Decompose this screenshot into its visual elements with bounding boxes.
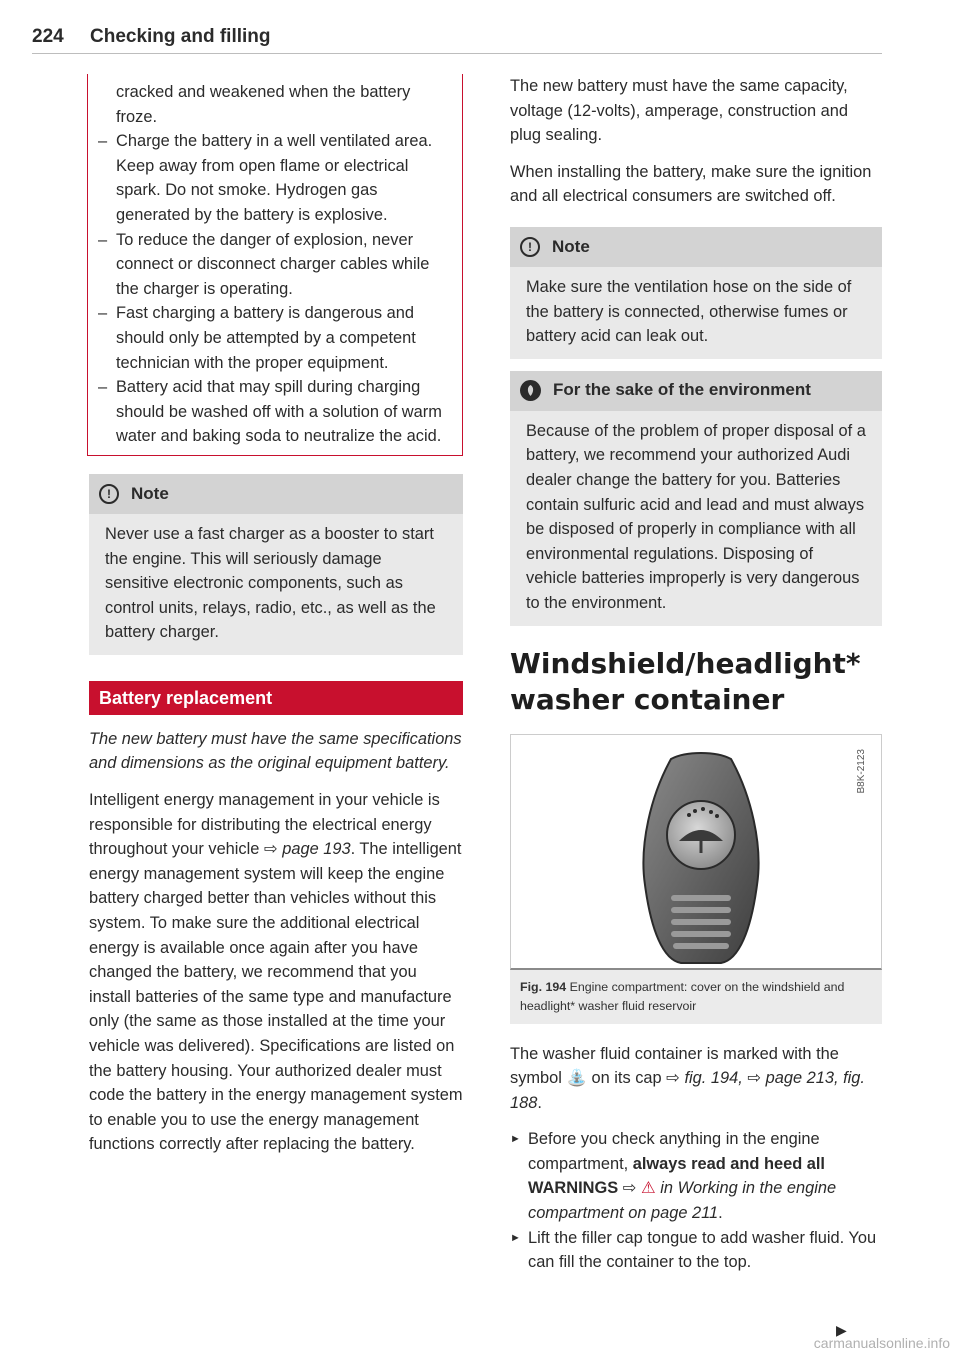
- body-paragraph: The washer fluid container is marked with the symbol ⛲ on its cap ⇨ fig. 194, ⇨ page 213, fig. 188.: [510, 1044, 865, 1112]
- warning-item: – To reduce the danger of explosion, never connect or disconnect charger cables while the charger is operating.: [98, 228, 448, 302]
- watermark: carmanualsonline.info: [813, 1335, 950, 1351]
- body-paragraph: When installing the battery, make sure the ignition and all electrical consumers are switched off.: [510, 162, 872, 206]
- warning-item: – Fast charging a battery is dangerous and should only be attempted by a competent technician with the proper equipment.: [98, 301, 448, 375]
- right-column: [510, 74, 882, 1275]
- step-item: ► Before you check anything in the engine compartment, always read and heed all WARNINGS ⇨ ⚠ in Working in the engine compartment on page 211.: [510, 1127, 882, 1225]
- note-box: [89, 474, 463, 655]
- warning-box: [87, 74, 463, 456]
- note-title: Note: [131, 483, 169, 503]
- environment-text: Because of the problem of proper disposal of a battery, we recommend your authorized Audi dealer change the battery for you. Batteries contain sulfuric acid and lead and must always be disposed of properly in compliance with all environmental regulations. Disposing of vehicle batteries improperly is very dangerous to the environment.: [526, 421, 866, 612]
- note-box: [510, 227, 882, 359]
- body-paragraph: The new battery must have the same capacity, voltage (12-volts), amperage, construction and plug sealing.: [510, 77, 849, 145]
- continue-arrow-icon: ▶: [836, 1322, 847, 1338]
- figure-caption: Fig. 194 Engine compartment: cover on the windshield and headlight* washer fluid reservoir: [520, 979, 845, 1013]
- environment-title: For the sake of the environment: [553, 380, 811, 400]
- chapter-heading: Windshield/headlight* washer container: [510, 646, 861, 716]
- page-header: [32, 22, 882, 54]
- note-text: Make sure the ventilation hose on the side of the battery is connected, otherwise fumes or battery acid can leak out.: [526, 277, 852, 346]
- section-heading-bar: Battery replacement: [89, 681, 463, 715]
- note-header: [510, 227, 882, 267]
- figure: [510, 734, 882, 1024]
- washer-cap-drawing: [511, 735, 881, 969]
- washer-cap-illustration: [510, 734, 882, 970]
- page-reference-link[interactable]: ⇨ page 193: [263, 840, 351, 859]
- washer-symbol-icon: ⛲: [566, 1069, 587, 1088]
- exclamation-circle-icon: !: [520, 237, 540, 257]
- environment-box: [510, 371, 882, 626]
- section-intro: The new battery must have the same specifications and dimensions as the original equipment battery.: [89, 729, 462, 773]
- left-column: [89, 74, 463, 1157]
- figure-reference-link[interactable]: ⇨ fig. 194, ⇨ page 213, fig. 188: [510, 1069, 865, 1112]
- note-title: Note: [552, 236, 590, 256]
- note-text: Never use a fast charger as a booster to start the engine. This will seriously damage sensitive electronic components, such as control units, relays, radio, etc., as well as the battery charger.: [105, 524, 436, 642]
- step-item: ► Lift the filler cap tongue to add washer fluid. You can fill the container to the top.: [510, 1226, 882, 1275]
- page-number: 224: [32, 26, 64, 47]
- warning-list: [98, 129, 448, 449]
- warning-item: – Battery acid that may spill during charging should be washed off with a solution of warm water and baking soda to neutralize the acid.: [98, 375, 448, 449]
- warning-item: – Charge the battery in a well ventilated area. Keep away from open flame or electrical spark. Do not smoke. Hydrogen gas generated by the battery is explosive.: [98, 129, 448, 227]
- body-paragraph: Intelligent energy management in your vehicle is responsible for distributing the electrical energy throughout your vehicle ⇨ page 193. The intelligent energy management system will keep the engine battery charged better than vehicles without this system. To make sure the additional electrical energy is available once again after you have changed the battery, we recommend that you install batteries of the same type and manufacture only (the same as those installed at the time your vehicle was delivered). Specifications are listed on the battery housing. Your authorized dealer must code the battery in the energy management system to enable you to use the energy management functions correctly after replacing the battery.: [89, 791, 463, 1154]
- section-title: Checking and filling: [90, 26, 271, 47]
- warning-reference-link[interactable]: in Working in the engine compartment on page 211: [528, 1179, 837, 1223]
- exclamation-circle-icon: !: [99, 484, 119, 504]
- leaf-icon: [520, 380, 541, 401]
- note-header: [89, 474, 463, 514]
- warning-triangle-icon: ⚠: [641, 1179, 656, 1198]
- warning-continued: cracked and weakened when the battery froze.: [116, 83, 411, 126]
- step-list: [510, 1127, 882, 1275]
- figure-code: B8K-2123: [856, 748, 868, 793]
- environment-header: [510, 371, 882, 411]
